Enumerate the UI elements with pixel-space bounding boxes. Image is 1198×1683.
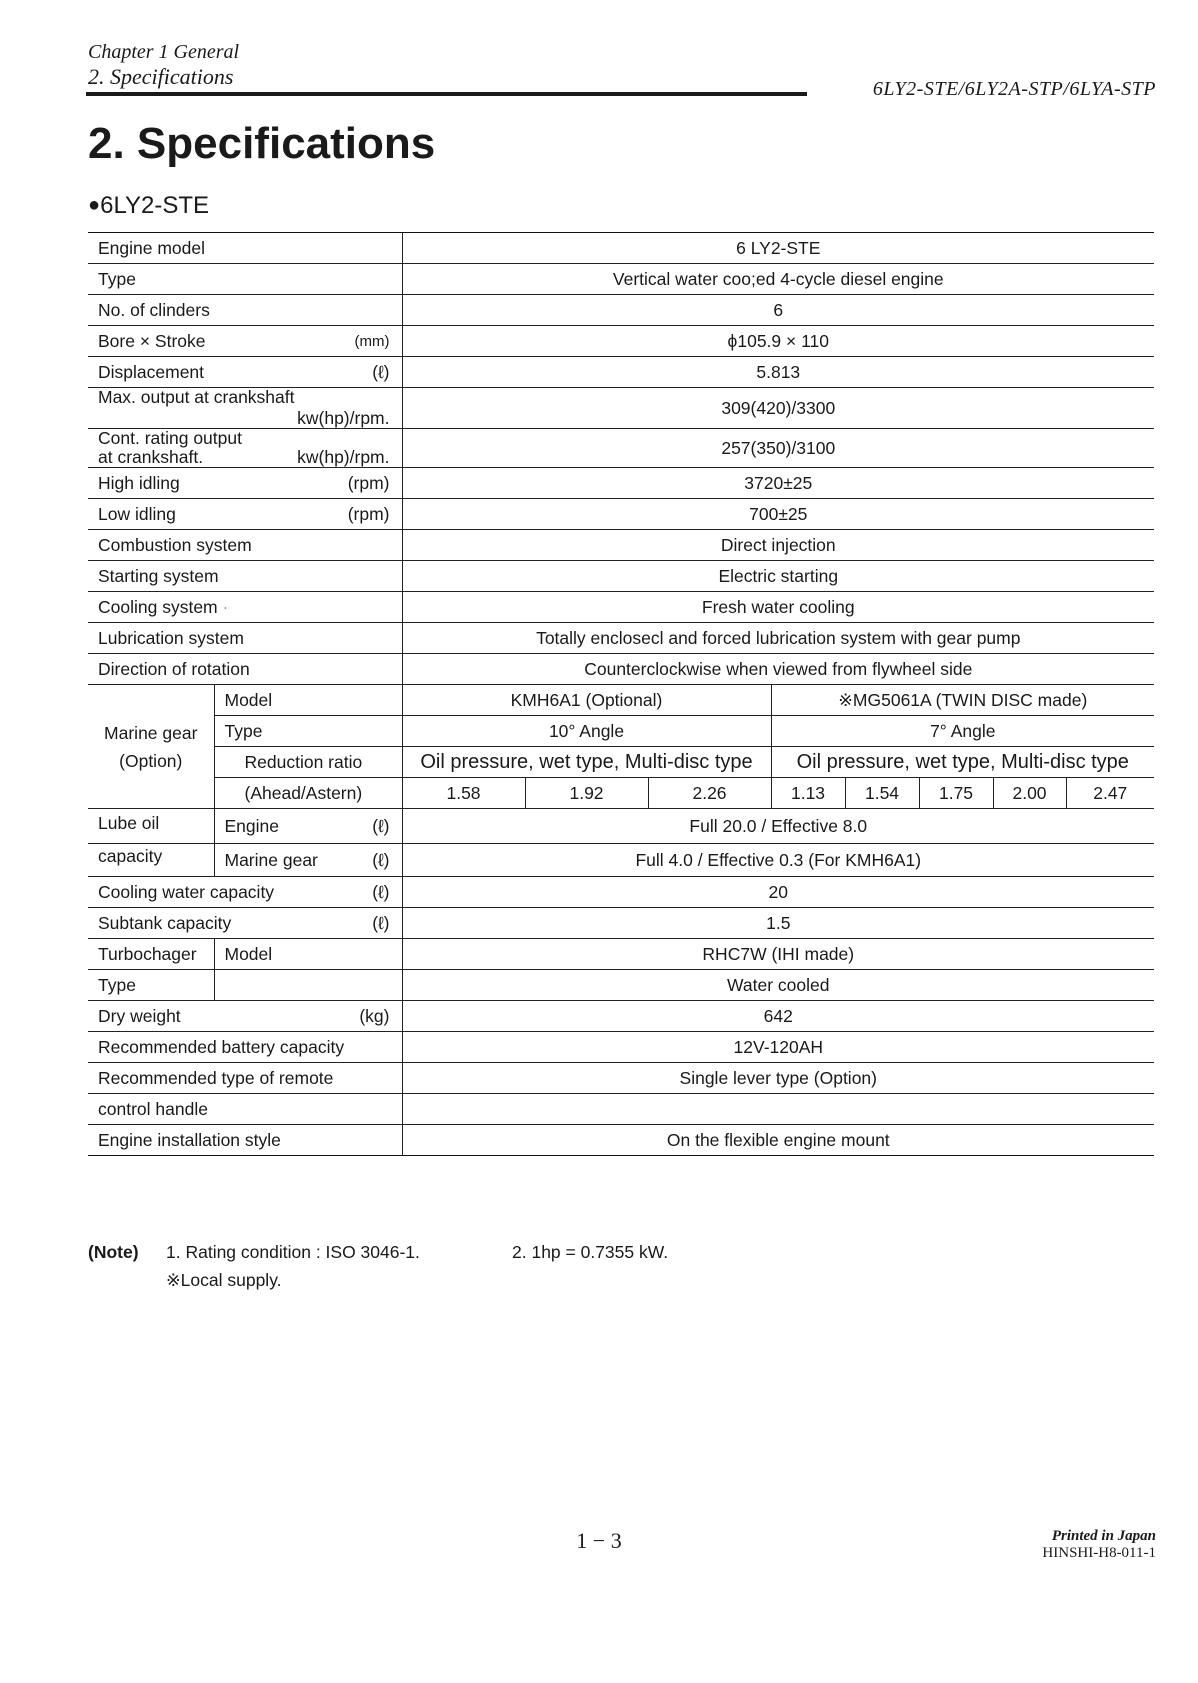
value-turbo-type: Water cooled: [402, 970, 1154, 1001]
low-idling-text: Low idling: [98, 503, 176, 524]
value-gear-b-type: 7° Angle: [771, 716, 1154, 747]
cont-rating-text-2: at crankshaft.: [98, 447, 204, 467]
value-installation: On the flexible engine mount: [402, 1125, 1154, 1156]
bullet-icon: ●: [88, 194, 101, 216]
label-combustion: Combustion system: [88, 530, 402, 561]
max-output-unit: kw(hp)/rpm.: [297, 408, 390, 428]
gear-b-ratio: 2.00: [993, 778, 1066, 809]
value-cont-rating: 257(350)/3100: [402, 429, 1154, 468]
gear-b-ratio: 1.13: [771, 778, 845, 809]
value-turbo-model: RHC7W (IHI made): [402, 939, 1154, 970]
page-title: 2. Specifications: [88, 119, 436, 168]
gear-b-ratio: 2.47: [1066, 778, 1154, 809]
label-lube-oil-engine: [214, 809, 402, 844]
document-code: HINSHI-H8-011-1: [1042, 1545, 1156, 1561]
row-dry-weight: [88, 1001, 1154, 1032]
value-lube-oil-engine: Full 20.0 / Effective 8.0: [402, 809, 1154, 844]
bore-stroke-unit: (mm): [354, 332, 390, 350]
marine-gear-text-2: (Option): [119, 750, 183, 771]
row-bore-stroke: [88, 326, 1154, 357]
value-starting: Electric starting: [402, 561, 1154, 592]
value-cylinders: 6: [402, 295, 1154, 326]
label-cylinders: No. of clinders: [88, 295, 402, 326]
row-remote: [88, 1063, 1154, 1094]
label-turbo-model: Model: [214, 939, 402, 970]
displacement-unit: (ℓ): [372, 361, 390, 382]
subtank-text: Subtank capacity: [98, 912, 232, 933]
gear-b-ratio: 1.75: [919, 778, 993, 809]
label-battery: Recommended battery capacity: [88, 1032, 402, 1063]
value-cooling-water: 20: [402, 877, 1154, 908]
row-subtank: [88, 908, 1154, 939]
note-tag: (Note): [88, 1242, 139, 1262]
row-displacement: [88, 357, 1154, 388]
row-high-idling: [88, 468, 1154, 499]
label-cooling-water: [88, 877, 402, 908]
header-models: 6LY2-STE/6LY2A-STP/6LYA-STP: [872, 78, 1156, 100]
header-chapter: Chapter 1 General: [88, 41, 240, 63]
value-displacement: 5.813: [402, 357, 1154, 388]
cooling-water-text: Cooling water capacity: [98, 881, 275, 902]
printed-info: [1042, 1528, 1156, 1562]
lube-oil-gear-unit: (ℓ): [372, 849, 390, 870]
label-type: Type: [88, 264, 402, 295]
row-cont-rating: [88, 429, 1154, 468]
turbo-type-blank: [214, 970, 402, 1001]
header-rule: [86, 92, 807, 96]
label-cont-rating: [88, 429, 402, 468]
label-remote-1: Recommended type of remote: [88, 1063, 402, 1094]
value-rotation: Counterclockwise when viewed from flywheel side: [402, 654, 1154, 685]
row-remote-2: [88, 1094, 1154, 1125]
value-subtank: 1.5: [402, 908, 1154, 939]
value-low-idling: 700±25: [402, 499, 1154, 530]
gear-b-ratio: 1.54: [845, 778, 919, 809]
row-turbo-type: [88, 970, 1154, 1001]
label-dry-weight: [88, 1001, 402, 1032]
row-starting: [88, 561, 1154, 592]
value-max-output: 309(420)/3300: [402, 388, 1154, 429]
note-item-3: ※Local supply.: [166, 1270, 282, 1290]
row-marine-gear-ratios: [88, 778, 1154, 809]
cooling-text: Cooling system: [98, 596, 218, 617]
low-idling-unit: (rpm): [347, 503, 390, 524]
label-max-output: [88, 388, 402, 429]
row-turbo-model: [88, 939, 1154, 970]
label-low-idling: [88, 499, 402, 530]
label-subtank: [88, 908, 402, 939]
value-lube-oil-gear: Full 4.0 / Effective 0.3 (For KMH6A1): [402, 844, 1154, 877]
value-gear-a-ratio-type: Oil pressure, wet type, Multi-disc type: [402, 747, 771, 778]
row-type: [88, 264, 1154, 295]
value-lubrication: Totally enclosecl and forced lubrication system with gear pump: [402, 623, 1154, 654]
row-lubrication: [88, 623, 1154, 654]
row-battery: [88, 1032, 1154, 1063]
row-lube-oil-engine: [88, 809, 1154, 844]
label-turbo-1: Turbochager: [88, 939, 214, 970]
row-installation: [88, 1125, 1154, 1156]
row-marine-gear-model: [88, 685, 1154, 716]
label-rotation: Direction of rotation: [88, 654, 402, 685]
value-high-idling: 3720±25: [402, 468, 1154, 499]
row-engine-model: [88, 233, 1154, 264]
label-turbo-2: Type: [88, 970, 214, 1001]
row-marine-gear-type: [88, 716, 1154, 747]
value-gear-a-type: 10° Angle: [402, 716, 771, 747]
label-lube-oil-2: capacity: [88, 844, 214, 877]
note-item-2: 2. 1hp = 0.7355 kW.: [512, 1242, 669, 1262]
max-output-text: Max. output at crankshaft: [98, 387, 295, 407]
row-rotation: [88, 654, 1154, 685]
dry-weight-text: Dry weight: [98, 1005, 181, 1026]
row-combustion: [88, 530, 1154, 561]
value-engine-model: 6 LY2-STE: [402, 233, 1154, 264]
label-installation: Engine installation style: [88, 1125, 402, 1156]
label-lube-oil-1: Lube oil: [88, 809, 214, 844]
lube-oil-engine-text: Engine: [224, 815, 279, 836]
dry-weight-unit: (kg): [359, 1005, 390, 1026]
model-heading-text: 6LY2-STE: [100, 192, 210, 219]
label-cooling: [88, 592, 402, 623]
bore-stroke-text: Bore × Stroke: [98, 330, 206, 351]
gear-a-ratio: 1.92: [525, 778, 648, 809]
high-idling-text: High idling: [98, 472, 180, 493]
note-block: [88, 1238, 668, 1294]
lube-oil-gear-text: Marine gear: [224, 849, 318, 870]
value-remote: Single lever type (Option): [402, 1063, 1154, 1094]
label-reduction-ratio: Reduction ratio: [214, 747, 402, 778]
header-section: 2. Specifications: [88, 64, 234, 89]
value-cooling: Fresh water cooling: [402, 592, 1154, 623]
label-displacement: [88, 357, 402, 388]
printed-in-japan: Printed in Japan: [1051, 1528, 1156, 1544]
row-marine-gear-ratio-type: [88, 747, 1154, 778]
value-battery: 12V-120AH: [402, 1032, 1154, 1063]
label-lube-oil-gear: [214, 844, 402, 877]
label-marine-gear-model: Model: [214, 685, 402, 716]
model-heading: [88, 190, 209, 221]
cooling-water-unit: (ℓ): [372, 881, 390, 902]
gear-a-ratio: 1.58: [402, 778, 525, 809]
cont-rating-unit: kw(hp)/rpm.: [297, 447, 390, 467]
row-cooling: [88, 592, 1154, 623]
row-max-output: [88, 388, 1154, 429]
value-remote-blank: [402, 1094, 1154, 1125]
label-high-idling: [88, 468, 402, 499]
value-combustion: Direct injection: [402, 530, 1154, 561]
value-bore-stroke: ϕ105.9 × 110: [402, 326, 1154, 357]
subtank-unit: (ℓ): [372, 912, 390, 933]
marine-gear-text-1: Marine gear: [104, 722, 198, 743]
gear-a-ratio: 2.26: [648, 778, 771, 809]
value-type: Vertical water coo;ed 4-cycle diesel engine: [402, 264, 1154, 295]
value-gear-b-model: ※MG5061A (TWIN DISC made): [771, 685, 1154, 716]
displacement-text: Displacement: [98, 361, 205, 382]
spec-table: [88, 232, 1154, 1156]
value-gear-b-ratio-type: Oil pressure, wet type, Multi-disc type: [771, 747, 1154, 778]
row-cylinders: [88, 295, 1154, 326]
value-dry-weight: 642: [402, 1001, 1154, 1032]
label-lubrication: Lubrication system: [88, 623, 402, 654]
label-starting: Starting system: [88, 561, 402, 592]
label-marine-gear-type: Type: [214, 716, 402, 747]
high-idling-unit: (rpm): [347, 472, 390, 493]
value-gear-a-model: KMH6A1 (Optional): [402, 685, 771, 716]
label-bore-stroke: [88, 326, 402, 357]
cooling-mark: ·: [222, 596, 229, 617]
label-engine-model: Engine model: [88, 233, 402, 264]
label-marine-gear: [88, 685, 214, 809]
row-low-idling: [88, 499, 1154, 530]
cont-rating-text-1: Cont. rating output: [98, 428, 242, 448]
lube-oil-engine-unit: (ℓ): [372, 815, 390, 836]
label-ahead-astern: (Ahead/Astern): [214, 778, 402, 809]
page-number: 1 − 3: [576, 1528, 622, 1553]
row-cooling-water: [88, 877, 1154, 908]
label-remote-2: control handle: [88, 1094, 402, 1125]
note-item-1: 1. Rating condition : ISO 3046-1.: [166, 1242, 420, 1262]
row-lube-oil-gear: [88, 844, 1154, 877]
